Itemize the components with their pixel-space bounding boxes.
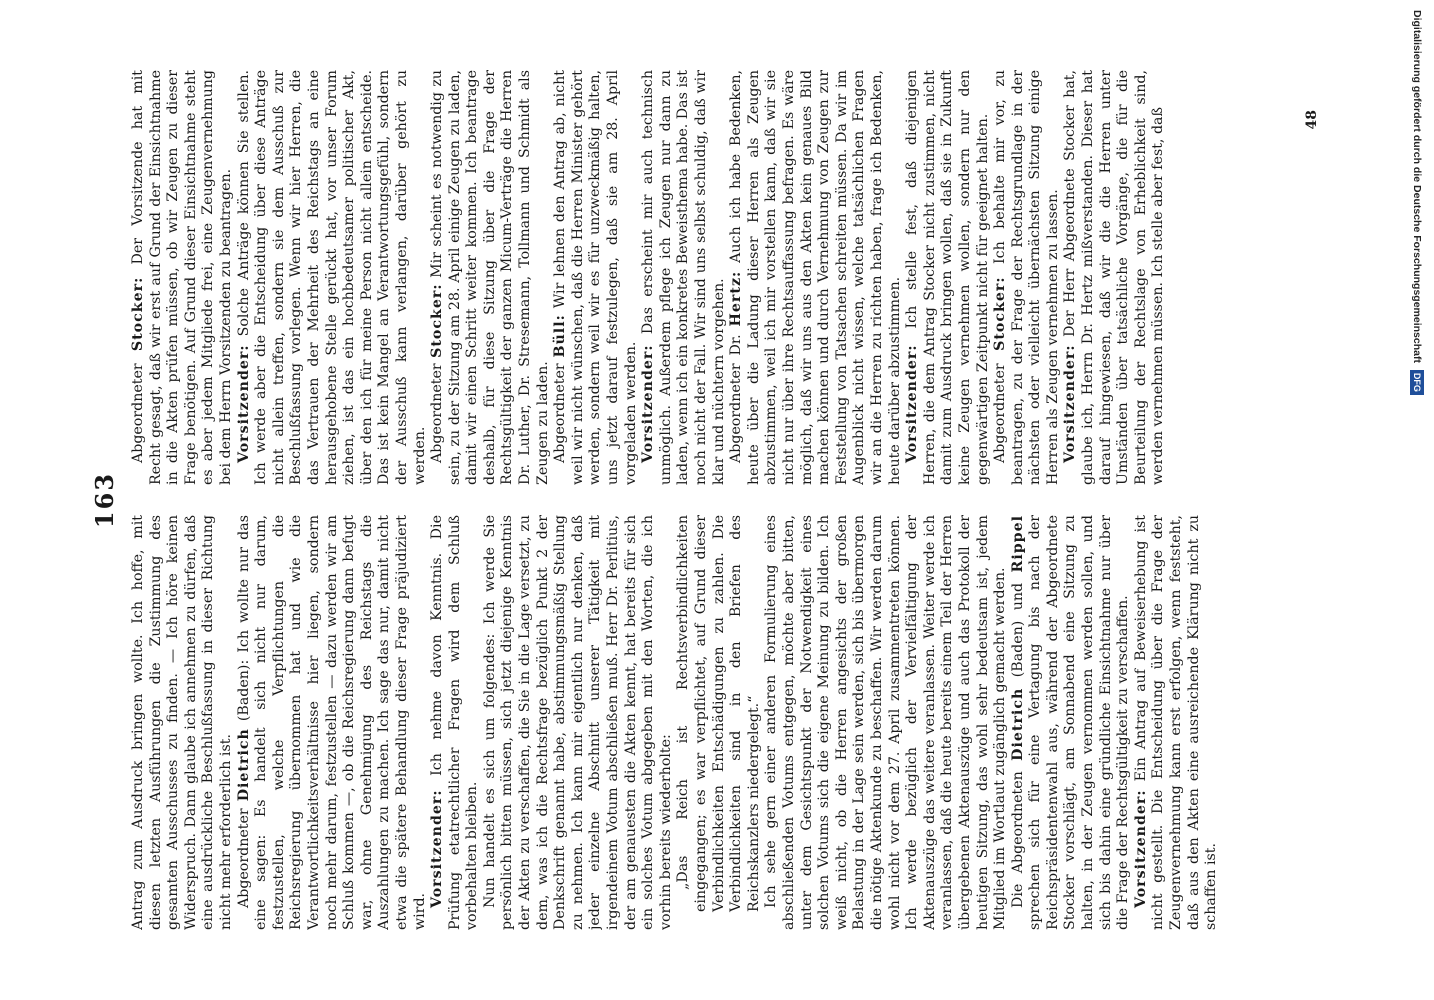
speech-paragraph	[1133, 515, 1221, 930]
quotation: „Das Reich ist Rechtsverbindlichkeiten eingegangen; es war verpflichtet, auf Grund dieser Verbindlichkeiten Entschädigungen zu zahlen. Die Verbindlichkeiten sind in den Briefen des Reichskanzlers niedergelegt.“	[675, 515, 762, 912]
speaker-suffix: (Baden) und	[1009, 572, 1026, 688]
paragraph: Ich sehe gern einer anderen Formulierung eines abschließenden Votums entgegen, möchte aber bitten, unter dem Gesichtspunkt der Notwendigkeit eines solchen Votums sich die eigene Meinung zu bilden. Ich weiß nicht, ob die Herren angesichts der großen Belastung in der Lage sein werden, sich bis übermorgen die nötige Aktenkunde zu beschaffen. Wir werden darum wohl nicht vor dem 27. April zusammentreten können. Ich werde bezüglich der Vervielfältigung der Aktenauszüge das weitere veranlassen. Weiter werde ich veranlassen, daß die heute bereits einem Teil der Herren übergebenen Aktenauszüge und auch das Protokoll der heutigen Sitzung, das wohl sehr bedeutsam ist, jedem Mitglied im Wortlaut zugänglich gemacht werden.	[763, 515, 1009, 930]
digitization-credit	[1410, 10, 1432, 990]
speaker-name: Vorsitzender:	[904, 344, 921, 463]
speech-text: Auch ich habe Bedenken, heute über die Ladung dieser Herren als Zeugen abzustimmen, weil ich mir vorstellen kann, daß wir sie nicht nur über ihre Rechtsauffassung befragen. Es wäre möglich, daß wir uns aus den Akten kein genaues Bild machen können und durch Vernehmung von Zeugen zur Feststellung von Tatsachen schreiten müssen. Da wir im Augenblick nicht wissen, welche tatsächlichen Fragen wir an die Herren zu richten haben, frage ich Bedenken, heute darüber abzustimmen.	[728, 70, 903, 485]
speech-text: Ich stelle fest, daß diejenigen Herren, die dem Antrag Stocker nicht zustimmen, nicht damit zum Ausdruck bringen wollen, daß sie in Zukunft keine Zeugen vernehmen wollen, sondern nur den gegenwärtigen Zeitpunkt nicht für geeignet halten.	[904, 70, 991, 485]
footer-page-number: 48	[1304, 110, 1320, 130]
speech-text: sprechen sich für eine Vertagung bis nach der Reichspräsidentenwahl aus, während der Abgeordnete Stocker vorschlägt, am Sonnabend eine Sitzung zu halten, in der Zeugen vernommen werden sollen, und sich bis dahin eine gründliche Einsichtnahme nur über die Frage der Rechtsgültigkeit zu verschaffen.	[1027, 515, 1132, 930]
speech-paragraph	[1062, 70, 1168, 485]
speaker-name: Büll:	[552, 314, 569, 358]
dfg-logo-icon: DFG	[1410, 370, 1424, 395]
speaker-prefix: Abgeordneter	[429, 357, 446, 463]
speaker-prefix: Abgeordneter Dr.	[728, 326, 745, 463]
speech-text: Der Herr Abgeordnete Stocker hat, glaube ich, Herrn Dr. Hertz mißverstanden. Dieser hat darauf hingewiesen, daß wir die die Herren unter Umständen über tatsächliche Vorgänge, die für die Beurteilung der Rechtslage von Erheblichkeit sind, werden vernehmen müssen. Ich stelle aber fest, daß	[1062, 70, 1167, 485]
speech-paragraph	[429, 70, 552, 485]
speech-paragraph	[130, 70, 236, 485]
speech-text: Solche Anträge können Sie stellen. Ich werde aber die Entscheidung über diese Anträge nicht allein treffen, sondern sie dem Ausschuß zur Beschlußfassung vorlegen. Wenn wir hier Herren, die das Vertrauen der Mehrheit des Reichstags an eine herausgehobene Stelle gerückt hat, vor unser Forum ziehen, ist das ein hochbedeutsamer politischer Akt, über den ich für meine Person nicht allein entscheide. Das ist kein Mangel an Verantwortungsgefühl, sondern der Ausschuß kann verlangen, darüber gehört zu werden.	[235, 70, 428, 485]
credit-text: Digitalisierung gefördert durch die Deutsche Forschungsgemeinschaft	[1411, 10, 1423, 363]
speaker-name: Vorsitzender:	[1132, 789, 1149, 908]
speaker-name: Stocker:	[429, 283, 446, 358]
speaker-prefix: Abgeordneter	[992, 350, 1009, 463]
speaker-name: Vorsitzender:	[235, 344, 252, 463]
speaker-name: Vorsitzender:	[1062, 344, 1079, 463]
speaker-prefix: Abgeordneter	[235, 801, 252, 908]
speech-text: Ich wollte nur das eine sagen: Es handelt sich nicht nur darum, festzustellen, welche Verpflichtungen die Reichsregierung übernommen hat und wie die Verantwortlichkeitsverhältnisse hier liegen, sondern noch mehr darum, festzustellen — dazu werden wir am Schluß kommen —, ob die Reichsregierung dann befugt war, ohne Genehmigung des Reichstags die Auszahlungen zu machen. Ich sage das nur, damit nicht etwa die spätere Behandlung dieser Frage präjudiziert wird.	[235, 515, 428, 930]
paragraph: Nun handelt es sich um folgendes: Ich werde Sie persönlich bitten müssen, sich jetzt diejenige Kenntnis der Akten zu verschaffen, die Sie in die Lage versetzt, zu dem, was ich die Rechtsfrage bezüglich Punkt 2 der Denkschrift genannt habe, abstimmungsmäßig Stellung zu nehmen. Ich kann mir eigentlich nur denken, daß jeder einzelne Abschnitt unserer Tätigkeit mit irgendeinem Votum abschließen muß. Herr Dr. Perlitius, der am genauesten die Akten kennt, hat bereits für sich ein solches Votum abgegeben mit den Worten, die ich vorhin bereits wiederholte:	[481, 515, 674, 930]
right-column	[130, 70, 1320, 485]
speaker-name: Rippel	[1009, 515, 1026, 573]
speaker-prefix: Abgeordneter	[552, 357, 569, 463]
speaker-suffix: (Baden):	[235, 659, 252, 729]
speech-paragraph	[728, 70, 904, 485]
speech-text: Mir scheint es notwendig zu sein, zu der Sitzung am 28. April einige Zeugen zu laden, damit wir einen Schritt weiter kommen. Ich beantrage deshalb, für diese Sitzung über die Frage der Rechtsgültigkeit der ganzen Micum-Verträge die Herren Dr. Luther, Dr. Stresemann, Tollmann und Schmidt als Zeugen zu laden.	[429, 70, 551, 485]
speaker-name: Hertz:	[728, 270, 745, 327]
left-column	[130, 515, 1320, 930]
speaker-name: Dietrich	[235, 728, 252, 802]
speech-text: Ich nehme davon Kenntnis. Die Prüfung etatrechtlicher Fragen wird dem Schluß vorbehalten bleiben.	[429, 515, 481, 930]
page-number: 163	[90, 471, 119, 529]
page-sheet	[90, 70, 1320, 930]
speech-paragraph	[640, 70, 728, 485]
speech-paragraph	[1010, 515, 1133, 930]
speaker-prefix: Die Abgeordneten	[1009, 760, 1026, 908]
speech-text: Ein Antrag auf Beweiserhebung ist nicht gestellt. Die Entscheidung über die Frage der Zeugenvernehmung kann erst erfolgen, wenn feststeht, daß aus den Akten eine ausreichende Klärung nicht zu schaffen ist.	[1132, 515, 1220, 930]
speaker-name: Vorsitzender:	[429, 789, 446, 908]
speech-text: Ich behalte mir vor, zu beantragen, zu der Frage der Rechtsgrundlage in der nächsten oder vielleicht übernächsten Sitzung einige Herren als Zeugen vernehmen zu lassen.	[992, 70, 1061, 485]
speech-text: Der Vorsitzende hat mit Recht gesagt, daß wir erst auf Grund der Einsichtnahme in die Akten prüfen müssen, ob wir Zeugen zu dieser Frage benötigen. Auf Grund dieser Einsichtnahme steht es aber jedem Mitgliede frei, eine Zeugenvernehmung bei dem Herrn Vorsitzenden zu beantragen.	[130, 70, 234, 485]
speech-paragraph	[904, 70, 992, 485]
speaker-name: Stocker:	[992, 276, 1009, 351]
speaker-prefix: Abgeordneter	[130, 351, 146, 463]
speech-paragraph	[236, 70, 430, 485]
speaker-name: Vorsitzender:	[640, 344, 657, 463]
speaker-name: Dietrich	[1009, 687, 1026, 761]
speech-text: Wir lehnen den Antrag ab, nicht weil wir nicht wünschen, daß die Herren Minister gehört werden, sondern weil wir es für unzweckmäßig halten, uns jetzt darauf festzulegen, daß sie am 28. April vorgeladen werden.	[552, 70, 639, 485]
speaker-name: Stocker:	[130, 276, 146, 352]
speech-paragraph	[236, 515, 430, 930]
text-columns	[130, 70, 1320, 930]
speech-paragraph	[992, 70, 1062, 485]
speech-text: Das erscheint mir auch technisch unmöglich. Außerdem pflege ich Zeugen nur dann zu laden, wenn ich ein konkretes Beweisthema habe. Das ist noch nicht der Fall. Wir sind uns selbst schuldig, daß wir klar und nüchtern vorgehen.	[640, 70, 727, 485]
speech-paragraph	[429, 515, 482, 930]
paragraph: Antrag zum Ausdruck bringen wollte. Ich hoffe, mit diesen letzten Ausführungen die Zustimmung des gesamten Ausschusses zu finden. — Ich höre keinen Widerspruch. Dann glaube ich annehmen zu dürfen, daß eine ausdrückliche Beschlußfassung in dieser Richtung nicht mehr erforderlich ist.	[130, 515, 234, 930]
speech-paragraph	[552, 70, 640, 485]
